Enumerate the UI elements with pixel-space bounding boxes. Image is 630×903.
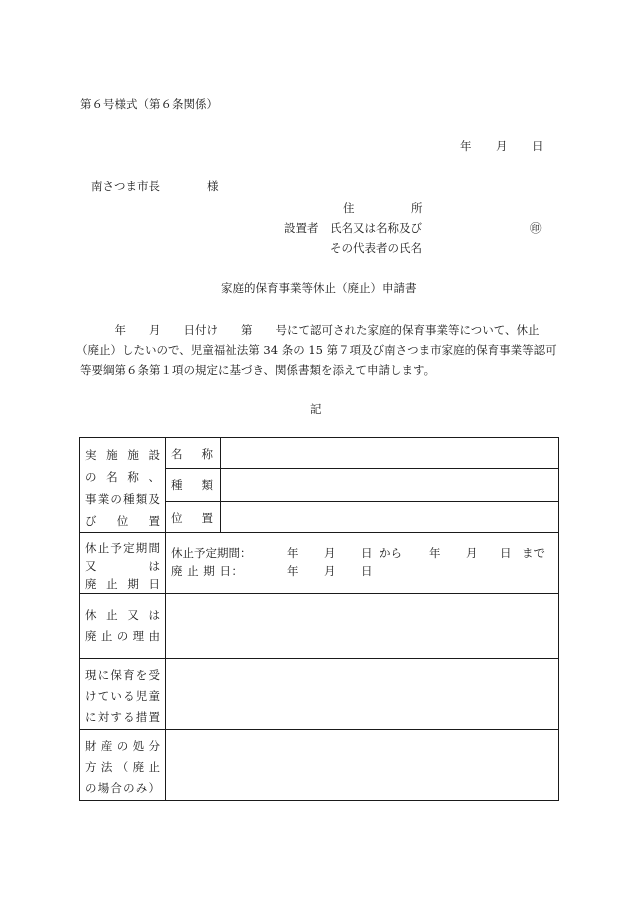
reason-row [80, 594, 559, 659]
from-month: 月 [324, 546, 336, 560]
label-line: に対する措置 [85, 710, 160, 724]
date-year: 年 [460, 139, 472, 153]
to-month: 月 [466, 546, 478, 560]
until-text: まで [522, 546, 545, 560]
facility-label-cell [80, 438, 166, 533]
abolition-day: 日 [361, 564, 373, 578]
label-line: 方 法 （ 廃 止 [85, 760, 160, 774]
facility-location-label: 位 置 [166, 501, 221, 532]
property-field[interactable] [166, 730, 559, 801]
measures-field[interactable] [166, 659, 559, 730]
from-year: 年 [287, 546, 299, 560]
facility-type-field[interactable] [221, 469, 559, 501]
period-row [80, 533, 559, 594]
abolition-year: 年 [287, 564, 299, 578]
property-label-cell [80, 730, 166, 801]
date-month: 月 [496, 139, 508, 153]
abolition-date-label: 廃 止 期 日： [171, 564, 244, 578]
from-day: 日 [361, 546, 373, 560]
abolition-month: 月 [324, 564, 336, 578]
addressee-honorific: 様 [207, 179, 219, 193]
measures-row [80, 659, 559, 730]
label-line: び 位 置 [85, 514, 160, 528]
suspension-period-label: 休止予定期間： [171, 546, 252, 560]
label-line: 財 産 の 処 分 [85, 739, 160, 753]
label-line: 休 止 又 は [85, 608, 160, 622]
body-line: 等要綱第６条第１項の規定に基づき、関係書類を添えて申請します。 [80, 363, 436, 377]
property-row [80, 730, 559, 801]
applicant-label: 設置者 [284, 221, 319, 235]
body-paragraph [76, 320, 558, 380]
application-table [79, 437, 559, 801]
reason-field[interactable] [166, 594, 559, 659]
to-day: 日 [500, 546, 512, 560]
facility-row-name [80, 438, 559, 469]
address-label-a: 住 [343, 201, 355, 215]
to-year: 年 [429, 546, 441, 560]
facility-type-label: 種 類 [166, 469, 221, 501]
document-title: 家庭的保育事業等休止（廃止）申請書 [221, 281, 417, 295]
seal-mark: ㊞ [530, 221, 542, 235]
addressee-name: 南さつま市長 [91, 179, 160, 193]
label-line: 事業の種類及 [85, 492, 160, 506]
label-line: 実 施 施 設 [85, 448, 160, 462]
label-line: 休止予定期間 [85, 541, 160, 555]
label-line: の場合のみ） [85, 781, 160, 795]
ki-heading: 記 [310, 402, 322, 416]
address-label-b: 所 [411, 201, 423, 215]
from-text: から [379, 546, 402, 560]
measures-label-cell [80, 659, 166, 730]
facility-location-field[interactable] [221, 501, 559, 532]
body-line: 年 月 日付け 第 号にて認可された家庭的保育事業等について、休止 [80, 323, 540, 337]
label-line: 又 は [85, 559, 160, 573]
name-label-line1: 氏名又は名称及び [330, 221, 422, 235]
label-line: 廃 止 の 理 由 [85, 629, 160, 643]
period-label-cell [80, 533, 166, 594]
name-label-line2: その代表者の氏名 [330, 241, 422, 255]
label-line: 廃 止 期 日 [85, 577, 160, 591]
reason-label-cell [80, 594, 166, 659]
facility-name-label: 名 称 [166, 438, 221, 469]
label-line: の 名 称 、 [85, 470, 160, 484]
facility-name-field[interactable] [221, 438, 559, 469]
form-number: 第６号様式（第６条関係） [80, 97, 218, 111]
body-line: （廃止）したいので、児童福祉法第 34 条の 15 第７項及び南さつま市家庭的保育事業等認可 [76, 343, 557, 357]
period-field[interactable] [166, 533, 559, 594]
label-line: けている児童 [85, 689, 160, 703]
date-day: 日 [532, 139, 544, 153]
label-line: 現に保育を受 [85, 668, 160, 682]
